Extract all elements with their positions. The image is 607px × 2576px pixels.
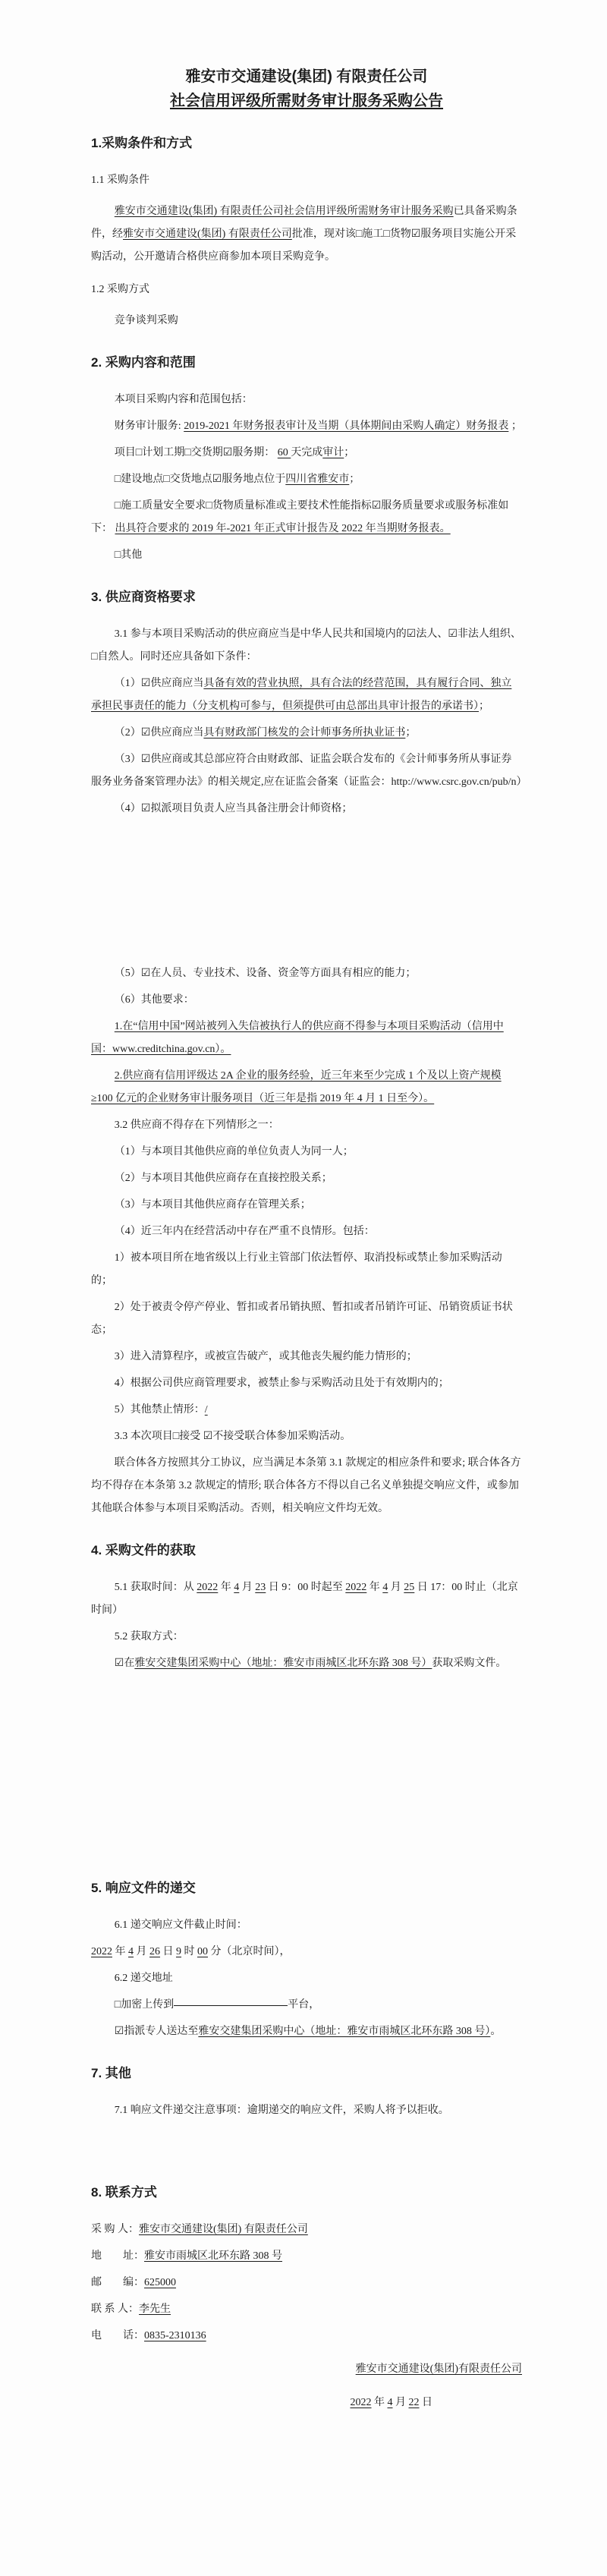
text-segment: 日 bbox=[419, 2397, 432, 2408]
text-segment: 年 bbox=[218, 1582, 234, 1593]
clause-3-1-item-4 bbox=[91, 798, 522, 820]
underlined-text: 0835-2310136 bbox=[144, 2330, 206, 2341]
text-segment: 月 bbox=[239, 1582, 256, 1593]
section-2-heading bbox=[91, 353, 522, 373]
text-segment: ☑在 bbox=[114, 1658, 135, 1669]
clause-5-2-body bbox=[91, 1652, 522, 1675]
clause-3-2-item-4-5 bbox=[91, 1399, 522, 1422]
clause-3-2-item-4-4 bbox=[91, 1372, 522, 1395]
text-segment: 4）根据公司供应商管理要求，被禁止参与采购活动且处于有效期内的； bbox=[114, 1378, 449, 1389]
text-segment: （1）☑供应商应当 bbox=[114, 678, 204, 689]
clause-6-1-deadline bbox=[91, 1941, 522, 1963]
underlined-text: 23 bbox=[255, 1582, 266, 1593]
text-segment: 月 bbox=[388, 1582, 404, 1593]
underlined-text: 审计 bbox=[322, 447, 344, 458]
underlined-text: 雅安市交通建设(集团) 有限责任公司社会信用评级所需财务审计服务采购 bbox=[114, 206, 454, 217]
contact-phone bbox=[91, 2325, 522, 2348]
underlined-text: 雅安市交通建设(集团) 有限责任公司 bbox=[139, 2224, 308, 2235]
text-segment: 3.1 参与本项目采购活动的供应商应当是中华人民共和国境内的☑法人、☑非法人组织、□自然人。同时还应具备如下条件： bbox=[91, 628, 521, 663]
text-segment: 时 bbox=[181, 1946, 197, 1957]
text-segment: 6.2 递交地址 bbox=[114, 1973, 173, 1984]
underlined-text: 雅安市交通建设(集团)有限责任公司 bbox=[355, 2363, 522, 2375]
clause-6-2-option-upload bbox=[91, 1994, 522, 2017]
underlined-text: 00 bbox=[197, 1946, 208, 1957]
scope-location bbox=[91, 468, 522, 491]
underlined-text: 具有财政部门核发的会计师事务所执业证书 bbox=[203, 727, 406, 738]
text-segment: □建设地点□交货地点☑服务地点位于 bbox=[114, 474, 286, 485]
clause-1-1-body bbox=[91, 200, 522, 269]
text-segment: （2）与本项目其他供应商存在直接控股关系； bbox=[114, 1173, 332, 1184]
clause-3-2-item-4 bbox=[91, 1220, 522, 1243]
clause-3-1-item-6 bbox=[91, 989, 522, 1012]
underlined-text: 4 bbox=[387, 2397, 393, 2408]
text-segment: 1.1 采购条件 bbox=[91, 175, 149, 186]
section-3-heading bbox=[91, 587, 522, 607]
underlined-text: 2019-2021 年财务报表审计及当期（具体期间由采购人确定）财务报表 bbox=[184, 420, 509, 432]
text-segment: ； bbox=[344, 447, 355, 458]
section-5-heading bbox=[91, 1878, 522, 1898]
clause-6-2 bbox=[91, 1967, 522, 1990]
underlined-text: 四川省雅安市 bbox=[285, 474, 350, 485]
contact-address bbox=[91, 2245, 522, 2268]
page-break-gap-3 bbox=[91, 2126, 522, 2162]
text-segment: 年 bbox=[112, 1946, 128, 1957]
section-7-heading bbox=[91, 2064, 522, 2083]
scope-audit-service bbox=[91, 415, 522, 438]
text-segment: 8. 联系方式 bbox=[91, 2185, 157, 2200]
text-segment: 月 bbox=[392, 2397, 409, 2408]
text-segment: 3.2 供应商不得存在下列情形之一： bbox=[114, 1120, 279, 1131]
text-segment: 1.2 采购方式 bbox=[91, 284, 149, 295]
underlined-text: 625000 bbox=[144, 2277, 176, 2288]
underlined-text: 2022 bbox=[91, 1946, 112, 1957]
contact-person bbox=[91, 2298, 522, 2321]
text-segment: 天完成 bbox=[291, 447, 323, 458]
page-break-gap-2 bbox=[91, 1679, 522, 1858]
text-segment: 7. 其他 bbox=[91, 2066, 131, 2080]
clause-3-2-item-3 bbox=[91, 1194, 522, 1217]
underlined-text: 60 bbox=[277, 447, 291, 458]
text-segment: □施工质量安全要求□货物质量标准或主要技术性能指标☑服务质量要求或服务标准如下： bbox=[91, 500, 509, 534]
text-segment: 获取采购文件。 bbox=[432, 1658, 507, 1669]
text-segment: 5）其他禁止情形： bbox=[114, 1404, 205, 1416]
underlined-text: 具备有效的营业执照，具有合法的经营范围，具有履行合同、独立承担民事责任的能力（分支机构可参与，但须提供可由总部出具审计报告的承诺书） bbox=[91, 678, 512, 712]
text-segment: （3）与本项目其他供应商存在管理关系； bbox=[114, 1199, 311, 1211]
text-segment: 竞争谈判采购 bbox=[114, 315, 178, 326]
clause-6-1 bbox=[91, 1914, 522, 1937]
underlined-text: 4 bbox=[128, 1946, 134, 1957]
text-segment: ； bbox=[405, 727, 417, 738]
clause-3-2-item-4-1 bbox=[91, 1247, 522, 1293]
text-segment: 月 bbox=[134, 1946, 149, 1957]
contact-postcode bbox=[91, 2272, 522, 2294]
text-segment: 联 系 人： bbox=[91, 2304, 139, 2315]
text-segment: 日 17：00 时止（北京时间） bbox=[91, 1582, 518, 1616]
text-segment: 采 购 人： bbox=[91, 2224, 139, 2235]
clause-3-2-item-1 bbox=[91, 1141, 522, 1164]
underlined-text: 2022 bbox=[345, 1582, 367, 1593]
text-segment: 6.1 递交响应文件截止时间： bbox=[114, 1919, 247, 1931]
text-segment: 本项目采购内容和范围包括： bbox=[114, 394, 253, 405]
underlined-text: 雅安市雨城区北环东路 308 号 bbox=[144, 2250, 282, 2262]
underlined-text: 26 bbox=[149, 1946, 160, 1957]
other-req-2 bbox=[91, 1065, 522, 1110]
text-segment: 日 bbox=[160, 1946, 176, 1957]
text-segment: 联合体各方按照其分工协议，应当满足本条第 3.1 款规定的相应条件和要求; 联合体各方均不得存在本条第 3.2 款规定的情形; 联合体各方不得以自己名义单独提交响应文件，或参加其他联合体参与本项目采购活动。否则，相关响应文件均无效。 bbox=[91, 1457, 521, 1514]
text-segment: 日 9：00 时起至 bbox=[266, 1582, 346, 1593]
text-segment: 地 址： bbox=[91, 2250, 144, 2262]
clause-6-2-option-deliver bbox=[91, 2020, 522, 2043]
clause-3-1-item-3 bbox=[91, 748, 527, 794]
text-segment: （6）其他要求： bbox=[114, 994, 194, 1006]
clause-3-3-body bbox=[91, 1452, 522, 1520]
clause-3-3 bbox=[91, 1425, 522, 1448]
text-segment: ； bbox=[479, 701, 489, 712]
clause-1-2-heading bbox=[91, 279, 522, 301]
fill-in-blank-line bbox=[174, 1994, 288, 2006]
text-segment: □加密上传到 bbox=[114, 1999, 175, 2011]
text-segment: （2）☑供应商应当 bbox=[114, 727, 204, 738]
text-segment: ； bbox=[349, 474, 360, 485]
section-4-heading bbox=[91, 1541, 522, 1560]
underlined-text: 2022 bbox=[350, 2397, 372, 2408]
title-line-1 bbox=[91, 65, 522, 89]
underlined-text: 4 bbox=[234, 1582, 240, 1593]
scope-quality-standard bbox=[91, 495, 522, 540]
contact-buyer bbox=[91, 2219, 522, 2241]
scope-service-period bbox=[91, 442, 522, 464]
signature-date bbox=[91, 2392, 522, 2414]
text-segment: 4. 采购文件的获取 bbox=[91, 1543, 196, 1557]
text-segment: 雅安市交通建设(集团) 有限责任公司 bbox=[185, 68, 428, 85]
clause-5-1 bbox=[91, 1576, 522, 1622]
clause-3-1-item-5 bbox=[91, 962, 522, 985]
clause-3-1-item-1 bbox=[91, 672, 522, 718]
text-segment: 5.2 获取方式： bbox=[114, 1631, 184, 1642]
text-segment: 2. 采购内容和范围 bbox=[91, 355, 196, 370]
text-segment: 财务审计服务: bbox=[114, 420, 184, 432]
underlined-text: 雅安交建集团采购中心（地址：雅安市雨城区北环东路 308 号） bbox=[134, 1658, 432, 1669]
clause-3-2-item-2 bbox=[91, 1167, 522, 1190]
text-segment: 1.采购条件和方式 bbox=[91, 136, 193, 150]
signature-company bbox=[91, 2358, 522, 2381]
underlined-text: 1.在“信用中国”网站被列入失信被执行人的供应商不得参与本项目采购活动（信用中国：www.creditchina.gov.cn）。 bbox=[91, 1021, 504, 1055]
underlined-text: 4 bbox=[382, 1582, 388, 1593]
text-segment: （4）☑拟派项目负责人应当具备注册会计师资格； bbox=[114, 803, 353, 814]
text-segment: 电 话： bbox=[91, 2330, 144, 2341]
text-segment: 邮 编： bbox=[91, 2277, 144, 2288]
text-segment: 。 bbox=[490, 2026, 502, 2037]
text-segment: 分（北京时间）， bbox=[208, 1946, 291, 1957]
clause-7-1 bbox=[91, 2099, 522, 2122]
underlined-text: 9 bbox=[176, 1946, 181, 1957]
text-segment: 平台， bbox=[288, 1999, 320, 2011]
text-segment: ； bbox=[508, 420, 522, 432]
text-segment: 1）被本项目所在地省级以上行业主管部门依法暂停、取消投标或禁止参加采购活动的； bbox=[91, 1252, 502, 1286]
text-segment: 3. 供应商资格要求 bbox=[91, 590, 196, 604]
text-segment: □其他 bbox=[114, 550, 143, 561]
text-segment: （1）与本项目其他供应商的单位负责人为同一人； bbox=[114, 1146, 354, 1157]
section-1-heading bbox=[91, 134, 522, 153]
underlined-text: 22 bbox=[408, 2397, 420, 2408]
clause-3-1 bbox=[91, 623, 522, 669]
text-segment: 5.1 获取时间：从 bbox=[114, 1582, 197, 1593]
text-segment: 年 bbox=[366, 1582, 383, 1593]
page-break-gap-1 bbox=[91, 824, 522, 962]
underlined-text: 2.供应商有信用评级达 2A 企业的服务经验，近三年来至少完成 1 个及以上资产规模≥100 亿元的企业财务审计服务项目（近三年是指 2019 年 4 月 1 日至今）。 bbox=[91, 1070, 502, 1104]
text-segment: 2）处于被责令停产停业、暂扣或者吊销执照、暂扣或者吊销许可证、吊销资质证书状态； bbox=[91, 1302, 513, 1336]
clause-3-2-item-4-3 bbox=[91, 1346, 522, 1368]
underlined-text: 社会信用评级所需财务审计服务采购公告 bbox=[170, 93, 443, 109]
text-segment: 5. 响应文件的递交 bbox=[91, 1881, 196, 1895]
other-req-1 bbox=[91, 1016, 522, 1061]
scope-intro bbox=[91, 389, 522, 411]
title-line-2 bbox=[91, 90, 522, 113]
underlined-text: 李先生 bbox=[139, 2304, 171, 2315]
text-segment: 年 bbox=[371, 2397, 388, 2408]
underlined-text: 雅安市交通建设(集团) 有限责任公司 bbox=[123, 228, 292, 240]
underlined-text: 雅安交建集团采购中心（地址：雅安市雨城区北环东路 308 号） bbox=[198, 2026, 491, 2037]
text-segment: （4）近三年内在经营活动中存在严重不良情形。包括： bbox=[114, 1226, 375, 1237]
section-8-heading bbox=[91, 2183, 522, 2203]
clause-3-2-item-4-2 bbox=[91, 1296, 522, 1342]
underlined-text: / bbox=[204, 1404, 208, 1416]
clause-3-1-item-2 bbox=[91, 722, 522, 745]
document-content bbox=[91, 65, 527, 2414]
text-segment: 7.1 响应文件递交注意事项：逾期递交的响应文件，采购人将予以拒收。 bbox=[114, 2105, 449, 2116]
text-segment: 已具备采购条件，经 bbox=[91, 206, 517, 240]
text-segment: 3）进入清算程序，或被宣告破产，或其他丧失履约能力情形的； bbox=[114, 1351, 417, 1362]
clause-1-1-heading bbox=[91, 169, 522, 192]
text-segment: 3.3 本次项目□接受 ☑不接受联合体参加采购活动。 bbox=[114, 1431, 351, 1442]
clause-1-2-body bbox=[91, 310, 522, 332]
underlined-text: 2022 bbox=[197, 1582, 219, 1593]
text-segment: 批准，现对该□施工□货物☑服务项目实施公开采购活动，公开邀请合格供应商参加本项目采购竞争。 bbox=[91, 228, 517, 263]
scope-other bbox=[91, 544, 522, 567]
text-segment: ☑指派专人送达至 bbox=[114, 2026, 199, 2037]
underlined-text: 25 bbox=[404, 1582, 415, 1593]
underlined-text: 出具符合要求的 2019 年-2021 年正式审计报告及 2022 年当期财务报表。 bbox=[115, 523, 451, 534]
clause-3-2 bbox=[91, 1114, 522, 1137]
text-segment: （3）☑供应商或其总部应符合由财政部、证监会联合发布的《会计师事务所从事证券服务业务备案管理办法》的相关规定,应在证监会备案（证监会：http://www.csrc.gov.cn/pub/n） bbox=[91, 754, 527, 788]
clause-5-2 bbox=[91, 1626, 522, 1649]
text-segment: （5）☑在人员、专业技术、设备、资金等方面具有相应的能力； bbox=[114, 968, 417, 979]
text-segment: 项目□计划工期□交货期☑服务期： bbox=[114, 447, 278, 458]
